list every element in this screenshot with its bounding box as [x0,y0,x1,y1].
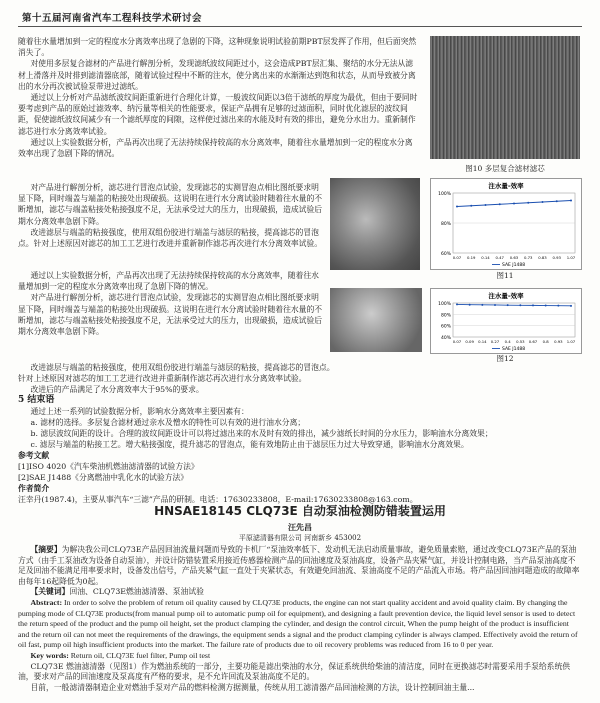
figure-10-image [430,36,580,159]
reference-item: [2]SAE J1488《分离燃油中乳化水的试验方法》 [18,473,189,482]
y-tick-label: 80% [440,313,451,319]
paragraph: 针对上述原因对滤芯的加工工艺进行改进并重新制作滤芯再次进行水分离效率试验。 [18,374,307,383]
paper-2-affiliation: 平原滤清器有限公司 河南新乡 453002 [238,534,362,542]
figure-11-photo [330,178,420,270]
x-tick-label: 0.73 [524,255,533,260]
paragraph: 通过以上实验数据分析，产品再次出现了无法持续保持较高的水分离效率，随着往水量增加到一定的程度水分离效率出现了急剧下降的情况。 [18,137,413,159]
conclusion-block [18,362,582,505]
y-tick-label: 100% [438,302,451,307]
x-tick-label: 0.4 [504,339,511,344]
abstract-en: In order to solve the problem of return oil quality caused by CLQ73E products, the engine can not start quality accident and avoid quality claim. By changing the pumping mode of CLQ73E products(from manual pump oil to automatic pump oil for equipment), and designing a fault prevention device, the liquid level sensor is used to detect the return speed of the product and the pump oil height, set the product clamping the cylinder, and design the control circuit, When the pump height of the product is insufficient and the return oil can not meet the requirements of the drawings, the equipment sends a signal and the product clamping cylinder is always clamped. Effectively avoid the return of oil fast, pump oil high insufficient products into the market. The failure rate of products due to oil recovery problems was reduced from 16 to 0 per year. [18,597,578,650]
data-point [499,203,501,205]
data-point [570,305,572,307]
data-point [469,304,471,306]
paragraph: 通过上述一系列的试验数据分析，影响水分离效率主要因素有： [30,407,249,416]
data-point [557,305,559,307]
paper-2-title: HNSAE18145 CLQ73E 自动泵油检测防错装置运用 [154,504,446,518]
x-tick-label: 1.07 [566,255,576,260]
list-item: c. 滤层与端盖的粘接工艺。增大粘接强度，提升滤芯的冒泡点，能有效地防止由于滤层压力过大导致穿通，影响油水分离效果。 [30,440,469,449]
paragraph: 对产品进行解剖分析，滤芯进行冒泡点试验，发现滤芯的实测冒泡点相比图纸要求明显下降，同时端盖与端盖的粘接处出现破损。这说明在进行水分离试验时随着往水量的不断增加，滤芯与端盖粘接处粘接强度不足，无法承受过大的压力，出现破损，造成试验后期水分离效率急剧下降。 [18,183,323,226]
x-tick-label: 0.14 [478,339,487,344]
abstract-en-label: Abstract: [30,597,63,607]
reference-item: [1]ISO 4020《汽车柴油机燃油滤清器的试验方法》 [18,462,199,471]
references-heading: 参考文献 [18,451,50,460]
legend-label: SAE J1488 [502,347,526,352]
x-tick-label: 0.27 [490,339,500,344]
paragraph: 改进滤层与端盖的粘接强度，使用双组份胶进行端盖与滤层的粘接，提高滤芯的冒泡点。针对上述原因对滤芯的加工工艺进行改进并重新制作滤芯再次进行水分离效率试验。 [18,227,323,249]
keywords-label: 【关键词】 [30,587,70,597]
x-tick-label: 0.93 [554,339,563,344]
paragraph: 通过以上分析对产品滤纸波纹间距重新进行合理化计算，一般波纹间距以3倍于滤纸的厚度为最优，但由于要同时要考虑到产品的原始过滤效率、纳污量等相关的性能要求，保证产品拥有足够的过滤面积，同时优化滤层的波纹间距，促使滤纸波纹间减少有一个滤纸厚度的间隙，这样使过滤出来的水能及时有效的排出，避免分水出力。重新制作滤芯进行水分离效率试验。 [18,93,418,136]
data-point [519,304,521,306]
data-point [527,202,529,204]
paper-2-author: 汪先昌 [288,522,312,532]
data-point [556,200,558,202]
keywords-en: Return oil, CLQ73E fuel filter, Pump oil test [70,650,211,660]
x-tick-label: 0.07 [452,339,462,344]
paragraph: 随着往水量增加到一定的程度水分离效率出现了急剧的下降，这种现象说明试验前期PBT层发挥了作用，但后面突然消失了。 [18,37,417,58]
series-line [457,304,571,305]
header-rule [18,26,582,27]
paragraph: 对产品进行解剖分析，滤芯进行冒泡点试验，发现滤芯的实测冒泡点相比图纸要求明显下降，同时端盖与端盖的粘接处出现破损。这说明在进行水分离试验时随着往水量的不断增加，滤芯与端盖粘接处粘接强度不足，无法承受过大的压力，出现破损，造成试验后期水分离效率急剧下降。 [18,293,323,337]
keywords-en-label: Key words: [30,650,69,660]
author-intro-heading: 作者简介 [18,484,50,493]
x-tick-label: 0.83 [538,255,547,260]
left-column-narrow-2 [18,270,324,337]
data-point [456,303,458,305]
data-point [470,205,472,207]
list-item: b. 滤层波纹间距的设计。合理的波纹间距设计可以将过滤出来的水及时有效的排出，减少滤纸长时间的分水压力，影响油水分离效果； [30,429,493,438]
abstract-label: 【摘要】 [30,545,62,554]
paragraph: 目前，一般滤清器制造企业对燃油手泵对产品的燃料检测方据测量，传统从用工滤清器产品回油检测的方法，设计控制回油主量... [30,682,475,692]
y-tick-label: 40% [440,336,451,341]
data-point [545,305,547,307]
plot-area [453,303,575,337]
figure-12-caption: 图12 [496,354,514,363]
abstract-cn: 为解决我公司CLQ73E产品因回油流量问题而导致的卡机厂“泵油效率低下、发动机无法启动质量事故，避免质量索赔，通过改变CLQ73E产品的泵油方式（由手工泵油改为设备自动泵油），并设计防错装置采用接近传感器检测产品的回油速度及泵油高度，设备产品夹紧气缸，并设计控制电路，当产品泵油高度不足及回油不能满足用率要求时，设备发出信号，产品夹紧气缸一直处于夹紧状态，有效避免回油流、泵油高度不足的产品流入市场。将产品因回油问题造成的故障率由每年16起降低为0起。 [18,545,580,586]
y-tick-label: 80% [440,222,451,227]
legend-label: SAE J1488 [502,263,526,268]
x-tick-label: 0.53 [516,339,525,344]
data-point [481,304,483,306]
data-point [532,304,534,306]
chart-title: 注水量-效率 [488,292,524,300]
left-column-narrow [18,182,324,249]
x-tick-label: 0.63 [509,255,519,260]
data-point [542,201,544,203]
data-point [456,206,458,208]
x-tick-label: 0.47 [495,255,504,260]
paragraph: CLQ73E 燃油滤清器（见图1）作为燃油系统的一部分，主要功能是滤出柴油的水分，保证系统供给柴油的清洁度，同时在更换滤芯时需要采用手泵给系统供油，要求对产品的回油速度及泵高度有严格的要求，是不允许回流及泵油高度不足的。 [18,661,571,682]
figure-11-chart [430,178,582,270]
left-column [18,36,418,159]
running-header: 第十五届河南省汽车工程科技学术研讨会 [22,13,203,24]
x-tick-label: 1.07 [566,339,576,344]
data-point [485,204,487,206]
figure-10-caption: 图10 多层复合滤材滤芯 [465,164,545,173]
paragraph: 对使用多层复合滤材的产品进行解剖分析，发现滤纸波纹间距过小，这会造成PBT层汇集、聚结的水分无法从滤材上滑落并及时排到滤清器底部，随着试验过程中不断的注水，使分离出来的水渐渐达到饱和状态，从而导致被分离出的水分再次被试验泵带进过滤纸。 [18,59,416,91]
x-tick-label: 0.14 [481,255,490,260]
x-tick-label: 0.67 [528,339,538,344]
keywords-cn: 回油、CLQ73E燃油滤清器、泵油试验 [69,587,204,597]
x-tick-label: 0.07 [452,255,462,260]
data-point [513,203,515,205]
list-item: a. 滤材的选择。多层复合滤材通过亲水及憎水的特性可以有效的进行油水分离； [30,418,306,427]
paper-2-abstract-block [18,545,582,693]
paragraph: 通过以上实验数据分析，产品再次出现了无法持续保持较高的水分离效率，随着往水量增加到一定的程度水分离效率出现了急剧下降的情况。 [18,271,319,292]
y-tick-label: 100% [438,192,451,197]
y-tick-label: 60% [440,252,451,257]
figure-12-chart [430,288,582,354]
section-5-heading: 5 结束语 [18,395,55,405]
chart-title: 注水量-效率 [488,182,524,190]
author-intro: 汪幸丹(1987.4)，主要从事汽车“三滤”产品的研制。电话：17630233808，E-mail:17630233808@163.com。 [18,495,418,504]
x-tick-label: 0.19 [467,255,476,260]
figure-11-caption: 图11 [496,271,514,280]
paragraph: 改进后的产品满足了水分离效率大于95%的要求。 [30,385,204,394]
data-point [507,304,509,306]
paragraph: 改进滤层与端盖的粘接强度，使用双组份胶进行端盖与滤层的粘接，提高滤芯的冒泡点。 [30,363,335,372]
figure-12-photo [330,288,422,352]
y-tick-label: 60% [440,324,451,330]
x-tick-label: 0.93 [552,255,561,260]
x-tick-label: 0.09 [465,339,474,344]
data-point [570,200,572,202]
x-tick-label: 0.8 [542,339,549,344]
data-point [494,304,496,306]
